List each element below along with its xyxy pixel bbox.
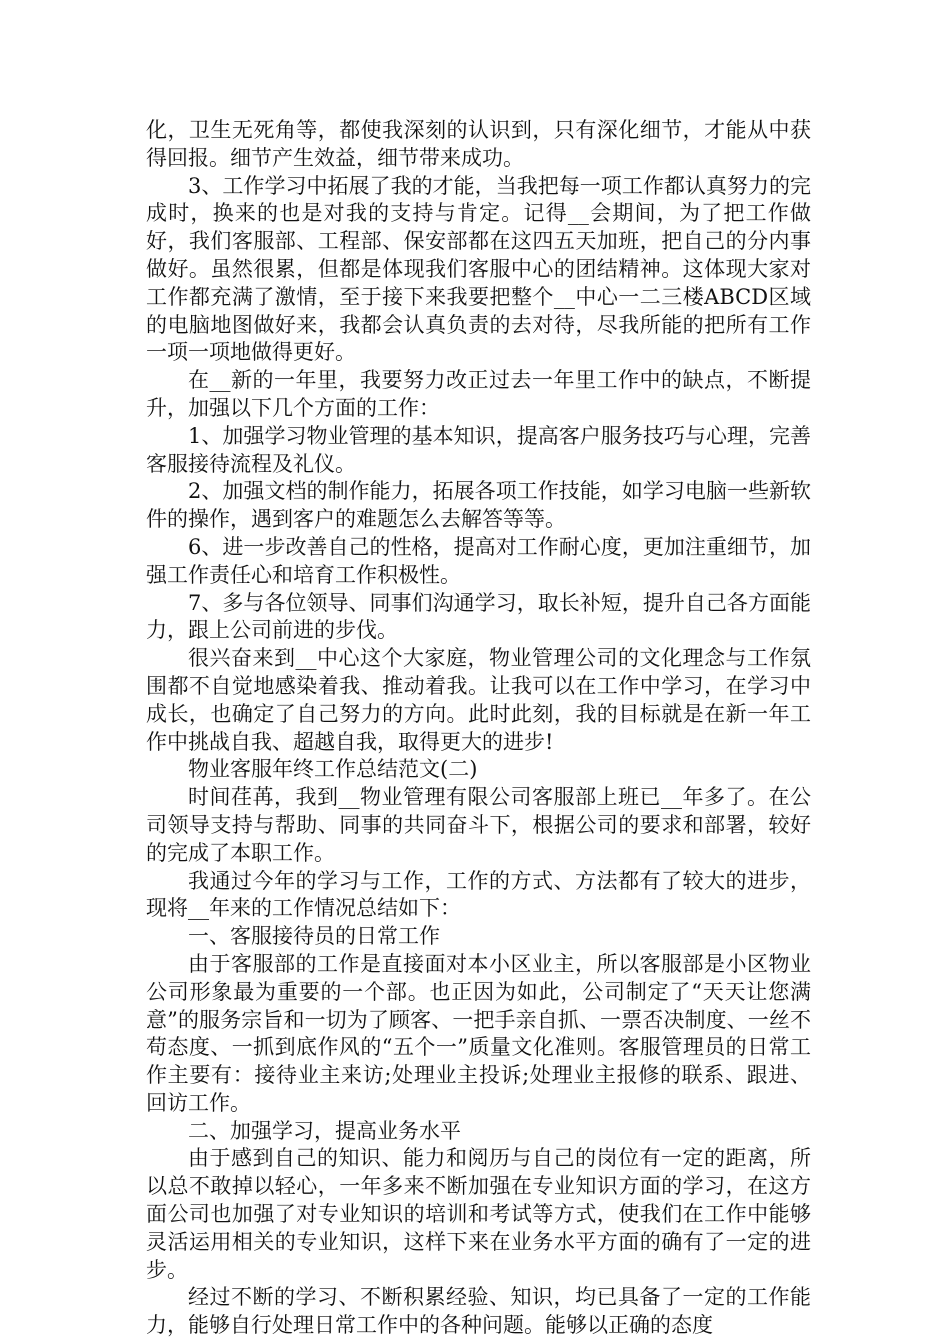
heading-study: 二、加强学习，提高业务水平 xyxy=(188,1118,461,1143)
paragraph-closing: 很兴奋来到__中心这个大家庭，物业管理公司的文化理念与工作氛围都不自觉地感染着我、推动着我。让我可以在工作中学习，在学习中成长，也确定了自己努力的方向。此时此刻，我的目标就是在新一年工作中挑战自我、超越自我，取得更大的进步! xyxy=(146,646,811,754)
paragraph-daily-work: 由于客服部的工作是直接面对本小区业主，所以客服部是小区物业公司形象最为重要的一个部。也正因为如此，公司制定了“天天让您满意”的服务宗旨和一切为了顾客、一把手亲自抓、一票否决制度、一丝不苟态度、一抓到底作风的“五个一”质量文化准则。客服管理员的日常工作主要有：接待业主来访;处理业主投诉;处理业主报修的联系、跟进、回访工作。 xyxy=(146,951,811,1115)
paragraph-item-7: 7、多与各位领导、同事们沟通学习，取长补短，提升自己各方面能力，跟上公司前进的步伐。 xyxy=(146,590,811,643)
paragraph-new-year-plan: 在__新的一年里，我要努力改正过去一年里工作中的缺点，不断提升，加强以下几个方面的工作： xyxy=(146,368,811,420)
paragraph-item-1: 1、加强学习物业管理的基本知识，提高客户服务技巧与心理，完善客服接待流程及礼仪。 xyxy=(146,423,811,476)
paragraph-item-6: 6、进一步改善自己的性格，提高对工作耐心度，更加注重细节，加强工作责任心和培育工作积极性。 xyxy=(146,534,811,587)
paragraph-item-2: 2、加强文档的制作能力，拓展各项工作技能，如学习电脑一些新软件的操作，遇到客户的难题怎么去解答等等。 xyxy=(146,479,811,532)
paragraph-intro: 时间荏苒，我到__物业管理有限公司客服部上班已__年多了。在公司领导支持与帮助、同事的共同奋斗下，根据公司的要求和部署，较好的完成了本职工作。 xyxy=(146,785,811,865)
paragraph-continuation: 化，卫生无死角等，都使我深刻的认识到，只有深化细节，才能从中获得回报。细节产生效益，细节带来成功。 xyxy=(146,118,811,170)
paragraph-experience: 经过不断的学习、不断积累经验、知识，均已具备了一定的工作能力，能够自行处理日常工作中的各种问题。能够以正确的态度 xyxy=(146,1285,811,1338)
heading-daily-work: 一、客服接待员的日常工作 xyxy=(188,924,440,949)
section-title: 物业客服年终工作总结范文(二) xyxy=(188,757,478,782)
paragraph-item-3: 3、工作学习中拓展了我的才能，当我把每一项工作都认真努力的完成时，换来的也是对我的支持与肯定。记得__会期间，为了把工作做好，我们客服部、工程部、保安部都在这四五天加班，把自己的分内事做好。虽然很累，但都是体现我们客服中心的团结精神。这体现大家对工作都充满了激情，至于接下来我要把整个__中心一二三楼ABCD区域的电脑地图做好来，我都会认真负责的去对待，尽我所能的把所有工作一项一项地做得更好。 xyxy=(146,173,811,365)
paragraph-study: 由于感到自己的知识、能力和阅历与自己的岗位有一定的距离，所以总不敢掉以轻心，一年多来不断加强在专业知识方面的学习，在这方面公司也加强了对专业知识的培训和考试等方式，使我们在工作中能够灵活运用相关的专业知识，这样下来在业务水平方面的确有了一定的进步。 xyxy=(146,1146,811,1282)
document-body xyxy=(146,117,811,1340)
paragraph-summary-lead: 我通过今年的学习与工作，工作的方式、方法都有了较大的进步，现将__年来的工作情况总结如下： xyxy=(146,868,811,921)
